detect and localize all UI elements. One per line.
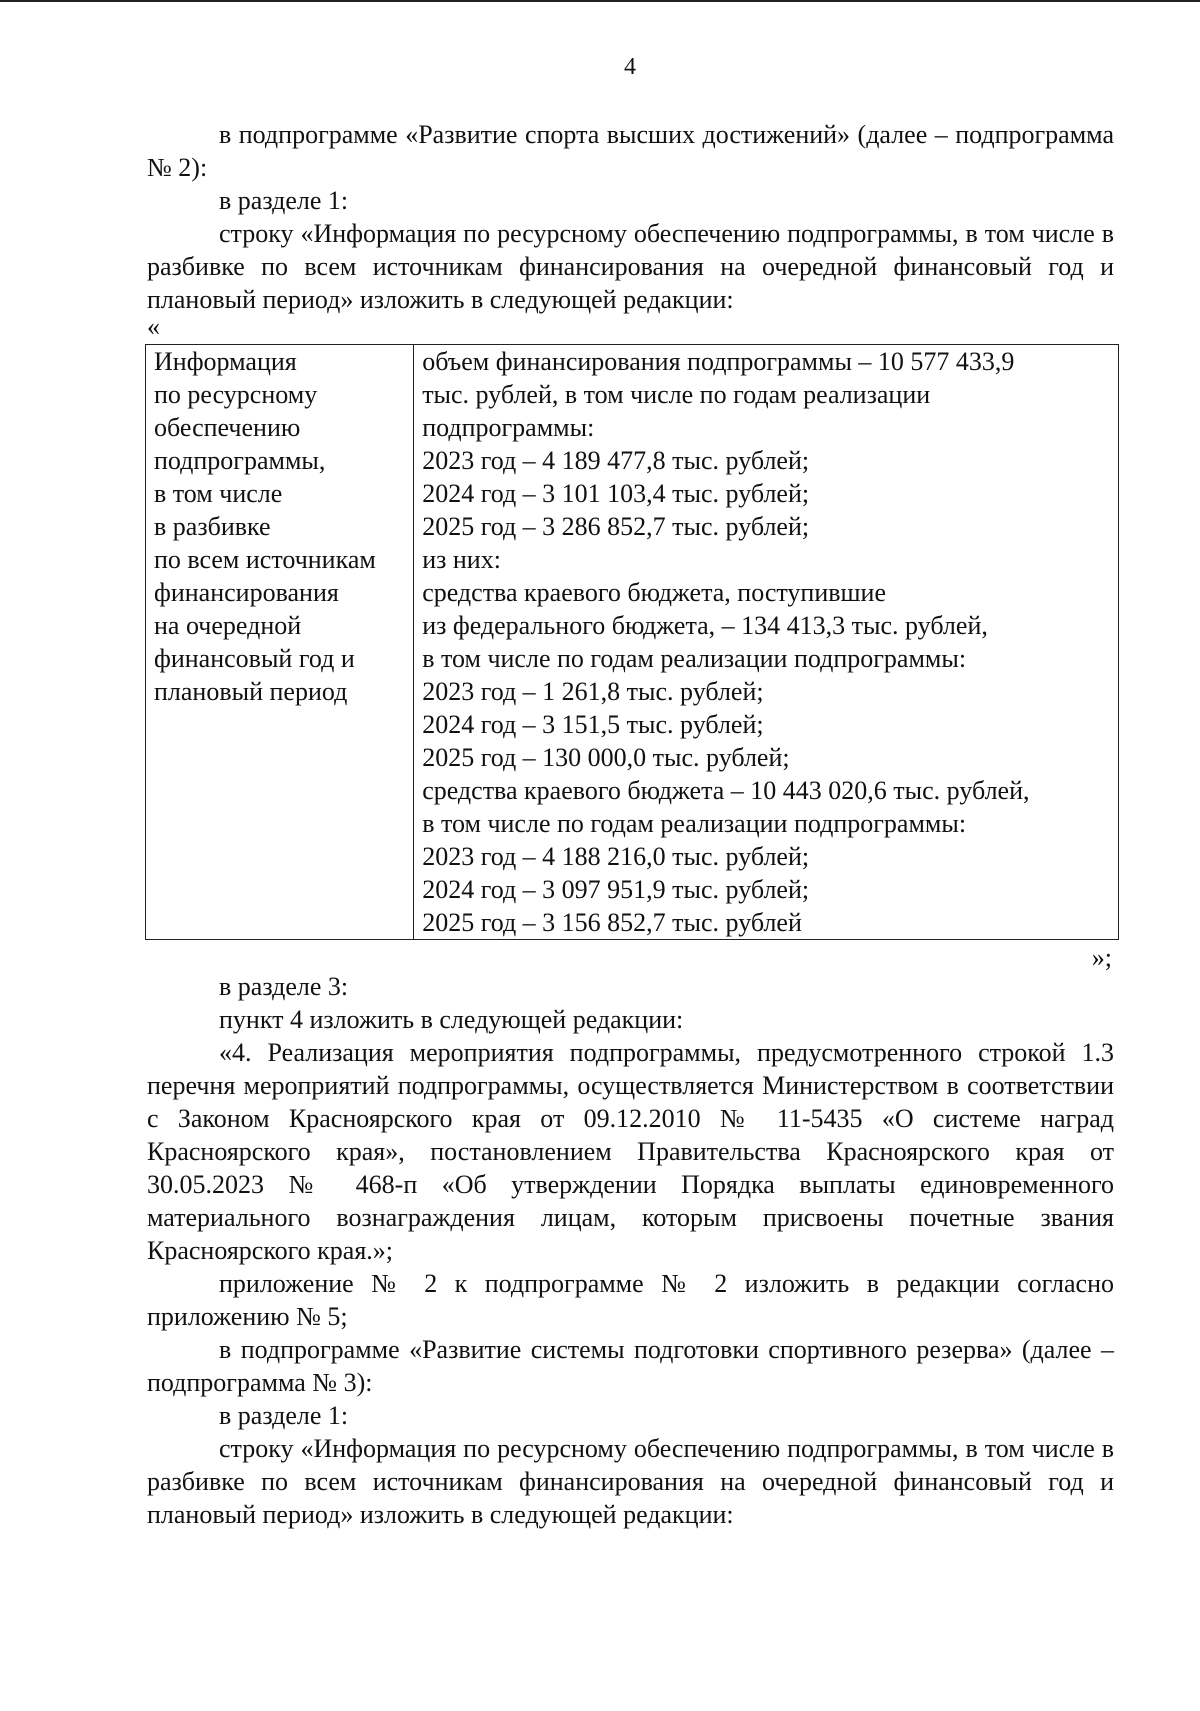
subprogram-3-instruction: строку «Информация по ресурсному обеспечению подпрограммы, в том числе в разбивке по всем источникам финансирования на очередной финансовый год и плановый период» изложить в следующей редакции: (147, 1434, 1114, 1529)
left-cell-line: подпрограммы, (154, 446, 326, 475)
left-cell-line: финансовый год и (154, 644, 355, 673)
right-cell-line: из федерального бюджета, – 134 413,3 тыс. рублей, (422, 611, 988, 640)
right-cell-line: тыс. рублей, в том числе по годам реализации (422, 380, 931, 409)
left-cell-line: по всем источникам (154, 545, 376, 574)
page-number: 4 (624, 54, 636, 80)
left-cell-line: Информация (154, 347, 297, 376)
right-cell-line: 2023 год – 4 188 216,0 тыс. рублей; (422, 842, 810, 871)
right-cell-line: 2024 год – 3 101 103,4 тыс. рублей; (422, 479, 810, 508)
table-row (146, 345, 1119, 940)
subprogram-3-paragraph: в подпрограмме «Развитие системы подготовки спортивного резерва» (далее – подпрограмма № 3): (147, 1335, 1114, 1397)
left-cell-line: в том числе (154, 479, 283, 508)
table-left-cell (146, 345, 414, 940)
section-3-reference: в разделе 3: (219, 972, 349, 1001)
right-cell-line: в том числе по годам реализации подпрограммы: (422, 809, 967, 838)
table-right-cell (414, 345, 1119, 940)
left-cell-line: обеспечению (154, 413, 301, 442)
right-cell-line: 2024 год – 3 151,5 тыс. рублей; (422, 710, 764, 739)
right-cell-line: в том числе по годам реализации подпрограммы: (422, 644, 967, 673)
right-cell-line: 2025 год – 130 000,0 тыс. рублей; (422, 743, 790, 772)
left-cell-line: в разбивке (154, 512, 271, 541)
section-3-instruction: пункт 4 изложить в следующей редакции: (219, 1005, 684, 1034)
subprogram-2-paragraph: в подпрограмме «Развитие спорта высших достижений» (далее – подпрограмма № 2): (147, 120, 1114, 182)
item-4-paragraph: «4. Реализация мероприятия подпрограммы, предусмотренного строкой 1.3 перечня мероприятий подпрограммы, осуществляется Министерством в соответствии с Законом Красноярского края от 09.12.2010 № 11-5435 «О системе наград Красноярского края», постановлением Правительства Красноярского края от 30.05.2023 № 468-п «Об утверждении Порядка выплаты единовременного материального вознаграждения лицам, которым присвоены почетные звания Красноярского края.»; (147, 1038, 1114, 1265)
right-cell-line: 2024 год – 3 097 951,9 тыс. рублей; (422, 875, 810, 904)
right-cell-line: средства краевого бюджета, поступившие (422, 578, 886, 607)
left-cell-line: по ресурсному (154, 380, 318, 409)
section-1-reference: в разделе 1: (219, 186, 349, 215)
instruction-paragraph: строку «Информация по ресурсному обеспечению подпрограммы, в том числе в разбивке по всем источникам финансирования на очередной финансовый год и плановый период» изложить в следующей редакции: (147, 219, 1114, 314)
subprogram-3-section-reference: в разделе 1: (219, 1401, 349, 1430)
right-cell-line: из них: (422, 545, 501, 574)
right-cell-line: 2025 год – 3 156 852,7 тыс. рублей (422, 908, 802, 937)
open-quote: « (147, 312, 160, 341)
close-quote: »; (1091, 943, 1112, 972)
right-cell-line: подпрограммы: (422, 413, 595, 442)
right-cell-line: 2023 год – 4 189 477,8 тыс. рублей; (422, 446, 810, 475)
right-cell-line: объем финансирования подпрограммы – 10 577 433,9 (422, 347, 1015, 376)
page-top-border (0, 0, 1200, 2)
document-body (147, 118, 1114, 1531)
right-cell-line: 2025 год – 3 286 852,7 тыс. рублей; (422, 512, 810, 541)
resource-table (145, 344, 1119, 940)
appendix-paragraph: приложение № 2 к подпрограмме № 2 изложить в редакции согласно приложению № 5; (147, 1269, 1114, 1331)
left-cell-line: на очередной (154, 611, 302, 640)
left-cell-line: финансирования (154, 578, 339, 607)
right-cell-line: 2023 год – 1 261,8 тыс. рублей; (422, 677, 764, 706)
left-cell-line: плановый период (154, 677, 348, 706)
right-cell-line: средства краевого бюджета – 10 443 020,6 тыс. рублей, (422, 776, 1030, 805)
